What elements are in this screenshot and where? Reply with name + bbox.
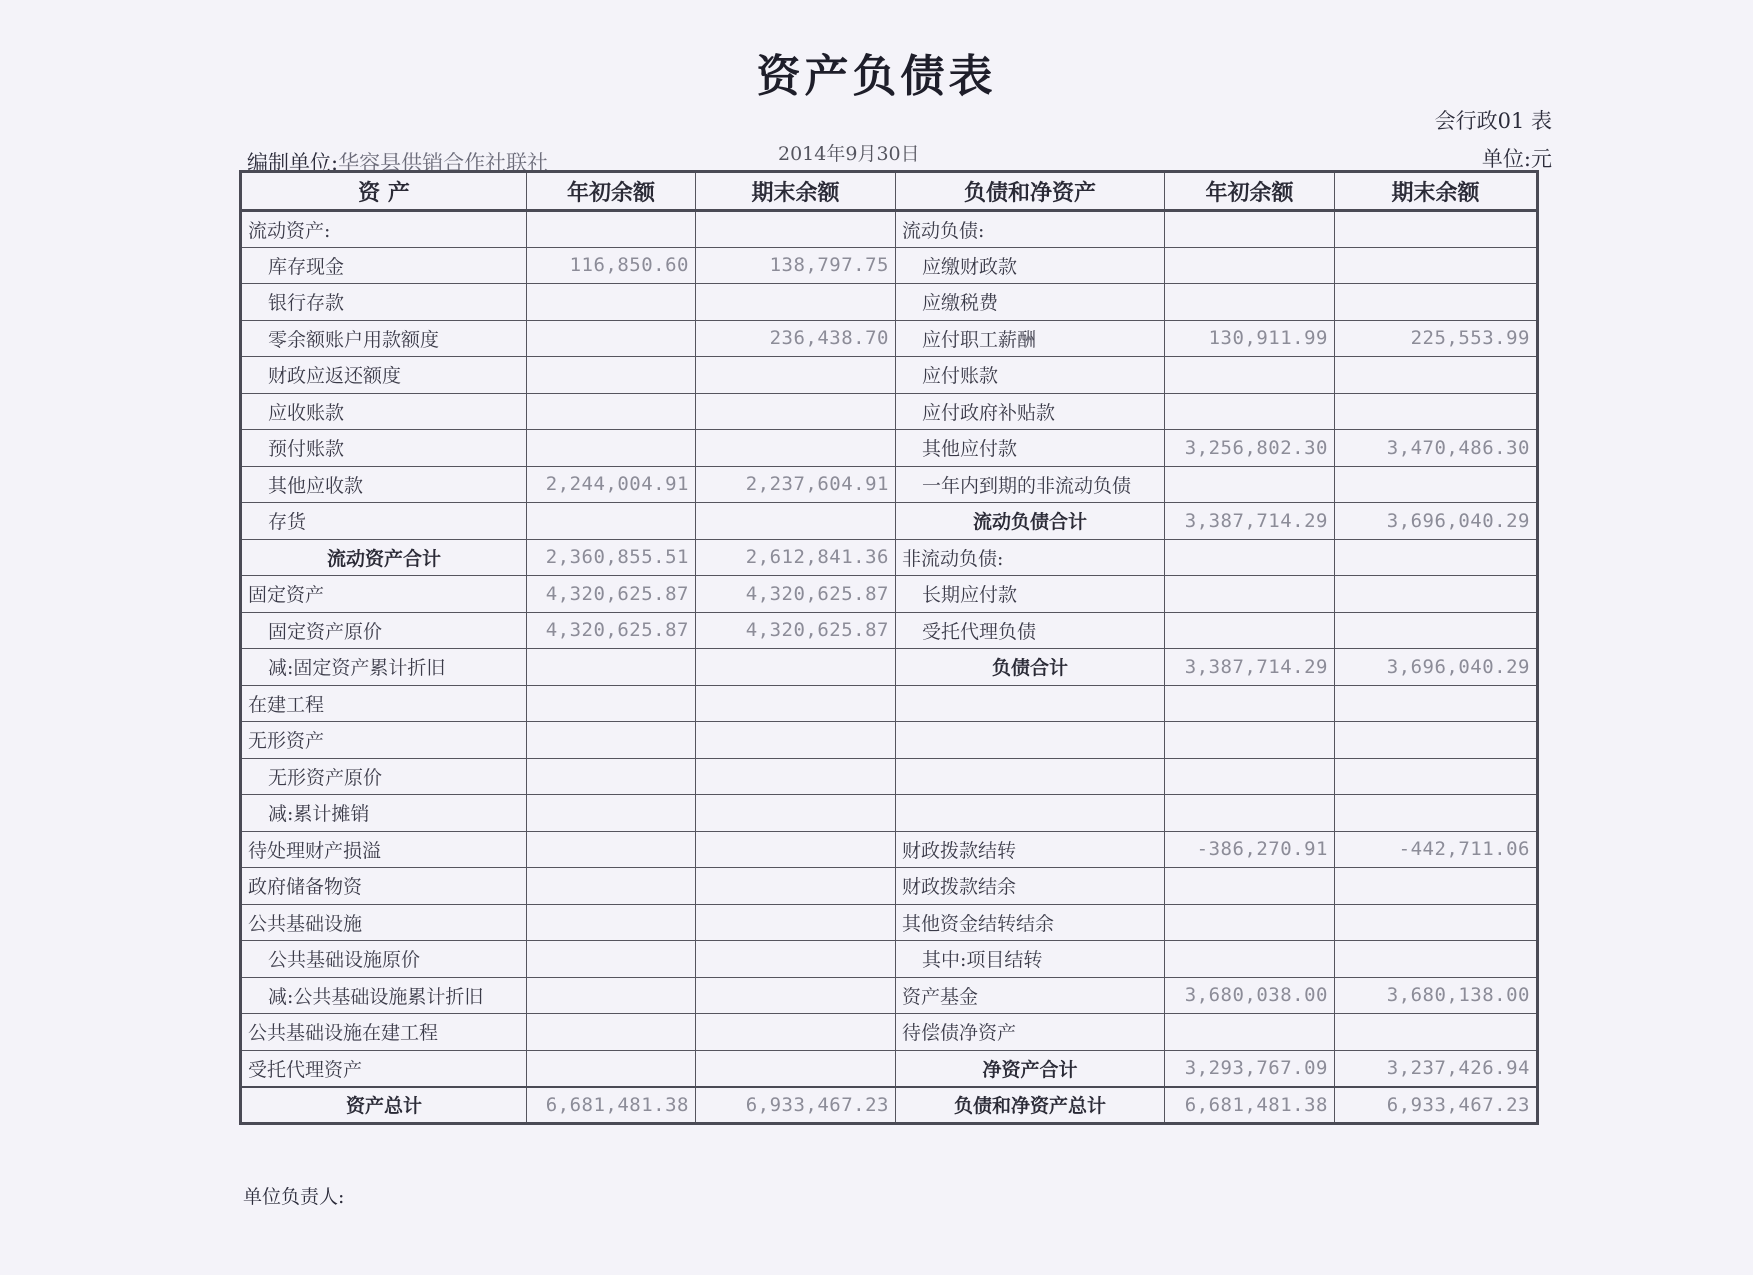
report-date: 2014年9月30日	[778, 143, 920, 165]
asset-label: 公共基础设施原价	[241, 941, 527, 978]
balance-sheet-table	[239, 170, 1539, 1125]
table-row	[241, 977, 1538, 1014]
asset-end-balance	[696, 1014, 896, 1051]
table-row	[241, 722, 1538, 759]
asset-end-balance	[696, 941, 896, 978]
liability-label: 应缴税费	[896, 284, 1165, 321]
asset-begin-balance: 4,320,625.87	[527, 612, 696, 649]
asset-begin-balance	[527, 430, 696, 467]
liability-label	[896, 795, 1165, 832]
liability-begin-balance: 3,256,802.30	[1165, 430, 1335, 467]
liability-begin-balance: 130,911.99	[1165, 320, 1335, 357]
asset-end-balance	[696, 977, 896, 1014]
asset-end-balance	[696, 649, 896, 686]
liability-label: 应付政府补贴款	[896, 393, 1165, 430]
asset-begin-balance	[527, 868, 696, 905]
liability-label: 财政拨款结转	[896, 831, 1165, 868]
table-row	[241, 576, 1538, 613]
table-row	[241, 539, 1538, 576]
table-row	[241, 247, 1538, 284]
asset-begin-balance	[527, 941, 696, 978]
table-row	[241, 795, 1538, 832]
table-header-row	[241, 172, 1538, 211]
asset-end-balance: 2,612,841.36	[696, 539, 896, 576]
liability-end-balance: 3,680,138.00	[1335, 977, 1538, 1014]
liability-begin-balance	[1165, 1014, 1335, 1051]
asset-begin-balance: 116,850.60	[527, 247, 696, 284]
col-header-assets: 资 产	[241, 172, 527, 211]
col-header-assets-begin: 年初余额	[527, 172, 696, 211]
table-row	[241, 211, 1538, 248]
liability-end-balance: 3,696,040.29	[1335, 503, 1538, 540]
asset-begin-balance: 2,360,855.51	[527, 539, 696, 576]
asset-label: 零余额账户用款额度	[241, 320, 527, 357]
compiler-value: 华容县供销合作社联社	[338, 151, 549, 175]
asset-begin-balance	[527, 1014, 696, 1051]
liability-begin-balance: 3,680,038.00	[1165, 977, 1335, 1014]
liability-end-balance: 6,933,467.23	[1335, 1087, 1538, 1124]
page-title: 资产负债表	[756, 51, 997, 102]
liability-end-balance	[1335, 685, 1538, 722]
liability-label: 资产基金	[896, 977, 1165, 1014]
liability-end-balance	[1335, 758, 1538, 795]
asset-end-balance	[696, 795, 896, 832]
asset-end-balance: 4,320,625.87	[696, 576, 896, 613]
asset-label: 流动资产:	[241, 211, 527, 248]
asset-label: 银行存款	[241, 284, 527, 321]
asset-begin-balance	[527, 211, 696, 248]
liability-begin-balance	[1165, 539, 1335, 576]
liability-end-balance	[1335, 466, 1538, 503]
liability-label: 应付职工薪酬	[896, 320, 1165, 357]
compiler-label: 编制单位:	[247, 151, 339, 175]
table-row	[241, 284, 1538, 321]
asset-end-balance: 4,320,625.87	[696, 612, 896, 649]
table-row	[241, 357, 1538, 394]
asset-begin-balance	[527, 904, 696, 941]
asset-end-balance	[696, 685, 896, 722]
col-header-liabilities: 负债和净资产	[896, 172, 1165, 211]
liability-begin-balance	[1165, 758, 1335, 795]
asset-label: 减:固定资产累计折旧	[241, 649, 527, 686]
liability-end-balance	[1335, 722, 1538, 759]
asset-begin-balance	[527, 320, 696, 357]
asset-end-balance: 6,933,467.23	[696, 1087, 896, 1124]
asset-label: 预付账款	[241, 430, 527, 467]
asset-end-balance: 236,438.70	[696, 320, 896, 357]
liability-end-balance: 3,237,426.94	[1335, 1050, 1538, 1087]
table-row	[241, 831, 1538, 868]
asset-end-balance	[696, 868, 896, 905]
asset-label: 待处理财产损溢	[241, 831, 527, 868]
asset-begin-balance	[527, 758, 696, 795]
liability-end-balance	[1335, 941, 1538, 978]
liability-label: 应缴财政款	[896, 247, 1165, 284]
asset-begin-balance	[527, 831, 696, 868]
liability-end-balance	[1335, 393, 1538, 430]
liability-end-balance	[1335, 612, 1538, 649]
liability-end-balance: -442,711.06	[1335, 831, 1538, 868]
liability-end-balance	[1335, 904, 1538, 941]
liability-begin-balance	[1165, 612, 1335, 649]
asset-begin-balance	[527, 1050, 696, 1087]
asset-end-balance	[696, 831, 896, 868]
asset-end-balance	[696, 503, 896, 540]
table-row	[241, 503, 1538, 540]
liability-end-balance: 3,696,040.29	[1335, 649, 1538, 686]
asset-label: 受托代理资产	[241, 1050, 527, 1087]
liability-label: 其他应付款	[896, 430, 1165, 467]
liability-label: 非流动负债:	[896, 539, 1165, 576]
table-row	[241, 649, 1538, 686]
asset-label: 应收账款	[241, 393, 527, 430]
col-header-liabilities-end: 期末余额	[1335, 172, 1538, 211]
col-header-liabilities-begin: 年初余额	[1165, 172, 1335, 211]
table-row	[241, 466, 1538, 503]
liability-end-balance	[1335, 284, 1538, 321]
liability-begin-balance	[1165, 685, 1335, 722]
asset-label: 减:累计摊销	[241, 795, 527, 832]
liability-end-balance	[1335, 357, 1538, 394]
liability-label: 受托代理负债	[896, 612, 1165, 649]
liability-end-balance: 225,553.99	[1335, 320, 1538, 357]
asset-end-balance	[696, 758, 896, 795]
asset-end-balance	[696, 1050, 896, 1087]
table-row	[241, 1050, 1538, 1087]
liability-label: 应付账款	[896, 357, 1165, 394]
liability-begin-balance: 3,387,714.29	[1165, 503, 1335, 540]
asset-label: 减:公共基础设施累计折旧	[241, 977, 527, 1014]
liability-label: 待偿债净资产	[896, 1014, 1165, 1051]
asset-label: 无形资产	[241, 722, 527, 759]
liability-label: 流动负债:	[896, 211, 1165, 248]
asset-end-balance: 138,797.75	[696, 247, 896, 284]
table-row	[241, 685, 1538, 722]
asset-begin-balance	[527, 393, 696, 430]
table-row	[241, 941, 1538, 978]
asset-begin-balance: 4,320,625.87	[527, 576, 696, 613]
liability-begin-balance	[1165, 795, 1335, 832]
liability-end-balance	[1335, 576, 1538, 613]
asset-label: 存货	[241, 503, 527, 540]
asset-begin-balance	[527, 685, 696, 722]
liability-end-balance	[1335, 1014, 1538, 1051]
table-body	[241, 211, 1538, 1124]
asset-label: 其他应收款	[241, 466, 527, 503]
asset-label: 固定资产原价	[241, 612, 527, 649]
liability-label: 流动负债合计	[896, 503, 1165, 540]
asset-begin-balance	[527, 284, 696, 321]
liability-end-balance	[1335, 539, 1538, 576]
asset-begin-balance: 6,681,481.38	[527, 1087, 696, 1124]
table-row	[241, 320, 1538, 357]
unit-label: 单位:元	[1481, 147, 1552, 171]
liability-begin-balance	[1165, 576, 1335, 613]
asset-end-balance	[696, 284, 896, 321]
asset-begin-balance	[527, 503, 696, 540]
liability-label: 其中:项目结转	[896, 941, 1165, 978]
liability-label: 一年内到期的非流动负债	[896, 466, 1165, 503]
liability-begin-balance	[1165, 722, 1335, 759]
liability-label	[896, 722, 1165, 759]
liability-begin-balance	[1165, 247, 1335, 284]
asset-begin-balance	[527, 649, 696, 686]
liability-begin-balance	[1165, 941, 1335, 978]
liability-begin-balance	[1165, 211, 1335, 248]
table-row	[241, 758, 1538, 795]
asset-label: 流动资产合计	[241, 539, 527, 576]
asset-end-balance	[696, 393, 896, 430]
asset-end-balance	[696, 211, 896, 248]
asset-label: 固定资产	[241, 576, 527, 613]
asset-label: 财政应返还额度	[241, 357, 527, 394]
asset-begin-balance	[527, 977, 696, 1014]
liability-begin-balance	[1165, 466, 1335, 503]
asset-label: 资产总计	[241, 1087, 527, 1124]
liability-begin-balance	[1165, 904, 1335, 941]
liability-begin-balance: 3,293,767.09	[1165, 1050, 1335, 1087]
liability-label	[896, 758, 1165, 795]
liability-label: 财政拨款结余	[896, 868, 1165, 905]
asset-end-balance: 2,237,604.91	[696, 466, 896, 503]
asset-label: 在建工程	[241, 685, 527, 722]
liability-begin-balance: 6,681,481.38	[1165, 1087, 1335, 1124]
liability-begin-balance	[1165, 284, 1335, 321]
liability-begin-balance: -386,270.91	[1165, 831, 1335, 868]
liability-begin-balance	[1165, 357, 1335, 394]
table-row	[241, 868, 1538, 905]
asset-label: 公共基础设施在建工程	[241, 1014, 527, 1051]
table-row	[241, 430, 1538, 467]
asset-begin-balance	[527, 357, 696, 394]
liability-label: 长期应付款	[896, 576, 1165, 613]
liability-end-balance: 3,470,486.30	[1335, 430, 1538, 467]
liability-begin-balance: 3,387,714.29	[1165, 649, 1335, 686]
table-row	[241, 612, 1538, 649]
table-row	[241, 1014, 1538, 1051]
table-row	[241, 904, 1538, 941]
table-row	[241, 393, 1538, 430]
asset-end-balance	[696, 357, 896, 394]
asset-begin-balance	[527, 722, 696, 759]
liability-label: 净资产合计	[896, 1050, 1165, 1087]
liability-label	[896, 685, 1165, 722]
liability-end-balance	[1335, 211, 1538, 248]
liability-end-balance	[1335, 247, 1538, 284]
asset-begin-balance	[527, 795, 696, 832]
asset-label: 库存现金	[241, 247, 527, 284]
asset-end-balance	[696, 904, 896, 941]
table-row	[241, 1087, 1538, 1124]
asset-end-balance	[696, 430, 896, 467]
asset-label: 政府储备物资	[241, 868, 527, 905]
liability-end-balance	[1335, 795, 1538, 832]
liability-begin-balance	[1165, 393, 1335, 430]
liability-end-balance	[1335, 868, 1538, 905]
liability-label: 负债合计	[896, 649, 1165, 686]
col-header-assets-end: 期末余额	[696, 172, 896, 211]
form-code: 会行政01 表	[1434, 109, 1552, 133]
asset-end-balance	[696, 722, 896, 759]
asset-label: 公共基础设施	[241, 904, 527, 941]
asset-label: 无形资产原价	[241, 758, 527, 795]
liability-begin-balance	[1165, 868, 1335, 905]
asset-begin-balance: 2,244,004.91	[527, 466, 696, 503]
liability-label: 负债和净资产总计	[896, 1087, 1165, 1124]
responsible-label: 单位负责人:	[243, 1186, 345, 1208]
liability-label: 其他资金结转结余	[896, 904, 1165, 941]
